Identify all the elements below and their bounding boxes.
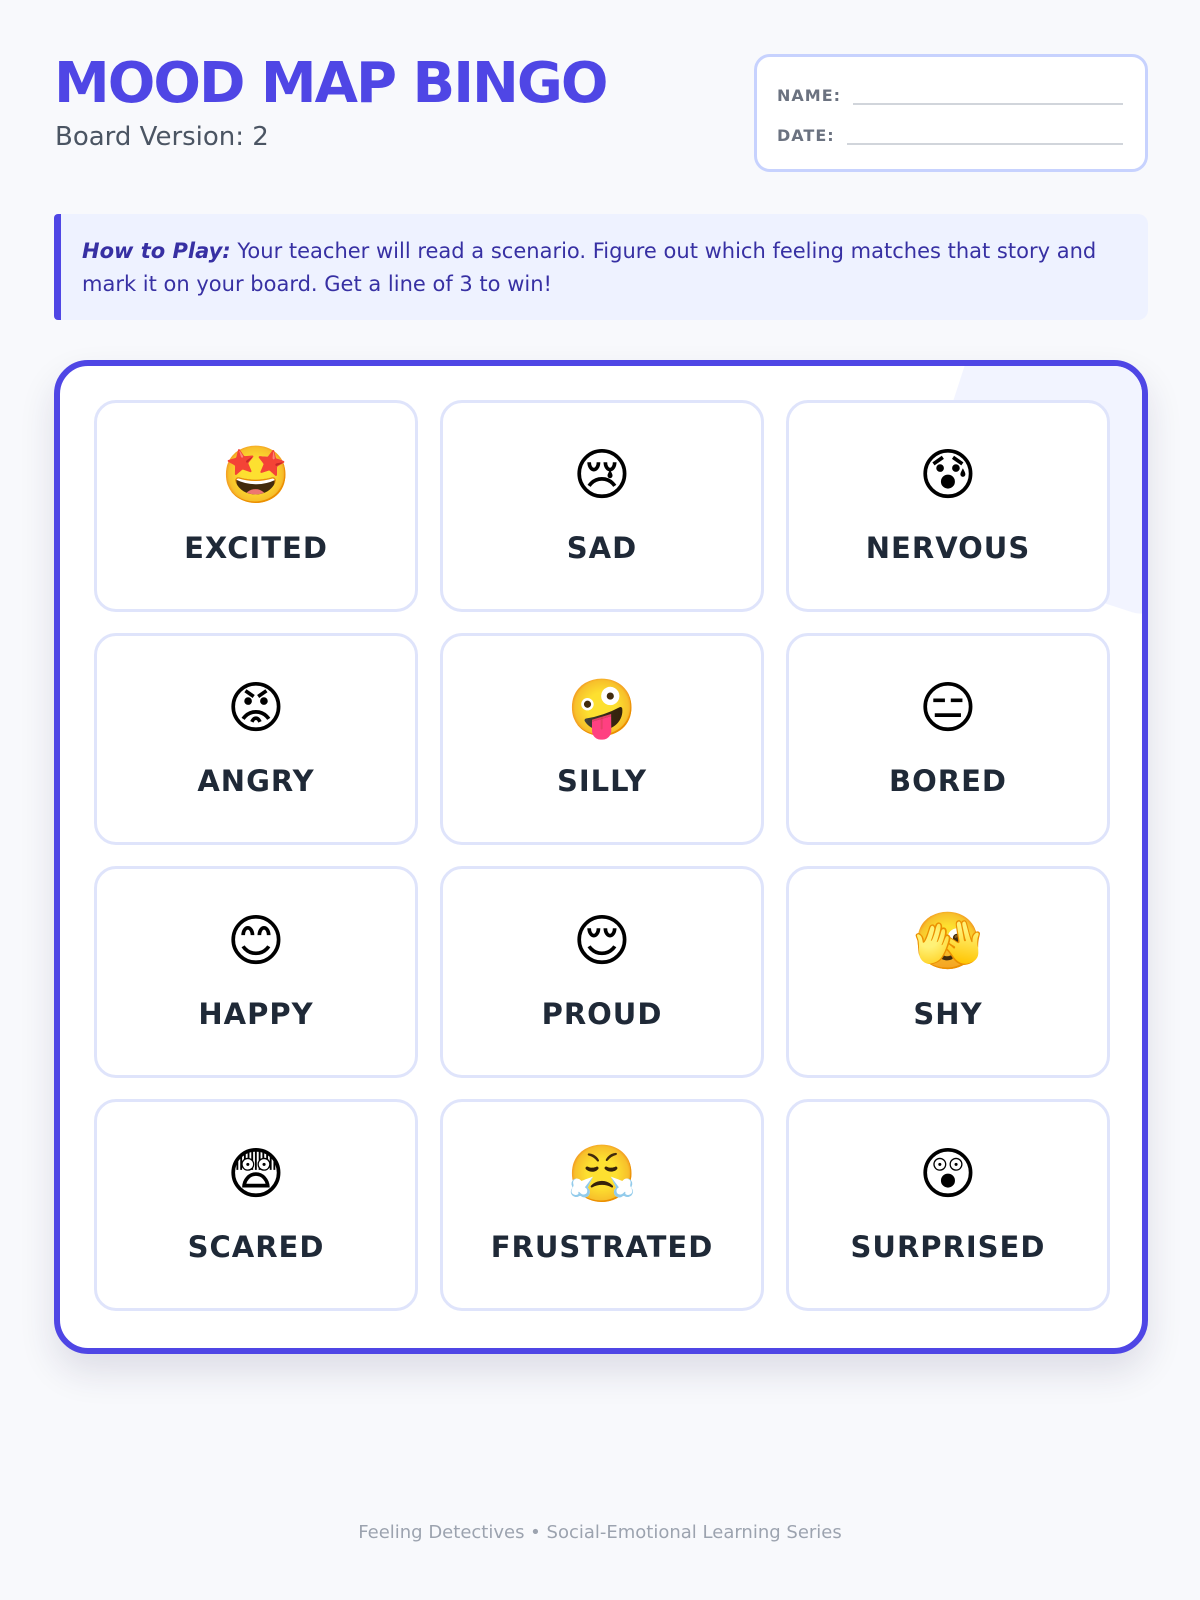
footer-credit: Feeling Detectives • Social-Emotional Learning Series <box>358 1522 842 1543</box>
bingo-cell-proud[interactable] <box>440 866 764 1078</box>
cell-label: SURPRISED <box>850 1230 1046 1264</box>
bingo-board <box>54 360 1148 1354</box>
smiling-face-icon: 😊 <box>226 909 286 974</box>
bingo-cell-silly[interactable] <box>440 633 764 845</box>
crying-face-icon: 😢 <box>572 443 632 508</box>
angry-face-icon: 😡 <box>226 676 286 741</box>
bingo-cell-scared[interactable] <box>94 1099 418 1311</box>
fearful-face-icon: 😨 <box>226 1142 286 1207</box>
bingo-cell-nervous[interactable] <box>786 400 1110 612</box>
bingo-cell-sad[interactable] <box>440 400 764 612</box>
expressionless-face-icon: 😑 <box>918 676 978 741</box>
astonished-face-icon: 😲 <box>918 1142 978 1207</box>
date-field[interactable] <box>847 117 1123 145</box>
peeking-face-icon: 🫣 <box>913 909 983 974</box>
name-label: NAME: <box>777 86 842 105</box>
bingo-cell-surprised[interactable] <box>786 1099 1110 1311</box>
date-field-row <box>777 119 1123 147</box>
how-to-play-box <box>54 214 1148 320</box>
cell-label: FRUSTRATED <box>490 1230 714 1264</box>
how-to-play-text: Your teacher will read a scenario. Figure out which feeling matches that story and mark it on your board. Get a line of 3 to win! <box>82 239 1097 296</box>
bingo-cell-angry[interactable] <box>94 633 418 845</box>
cell-label: SHY <box>913 997 983 1031</box>
cell-label: PROUD <box>541 997 663 1031</box>
anxious-sweat-face-icon: 😰 <box>918 443 978 508</box>
cell-label: SILLY <box>556 764 648 798</box>
bingo-cell-frustrated[interactable] <box>440 1099 764 1311</box>
date-label: DATE: <box>777 126 835 145</box>
cell-label: HAPPY <box>198 997 314 1031</box>
star-struck-face-icon: 🤩 <box>221 443 291 508</box>
name-date-box <box>754 54 1148 172</box>
steam-nose-face-icon: 😤 <box>567 1142 637 1207</box>
bingo-cell-excited[interactable] <box>94 400 418 612</box>
cell-label: EXCITED <box>184 531 328 565</box>
cell-label: SCARED <box>187 1230 325 1264</box>
cell-label: SAD <box>566 531 638 565</box>
how-to-play-label: How to Play: <box>82 239 231 263</box>
cell-label: BORED <box>889 764 1007 798</box>
zany-face-icon: 🤪 <box>567 676 637 741</box>
bingo-cell-shy[interactable] <box>786 866 1110 1078</box>
cell-label: NERVOUS <box>865 531 1031 565</box>
bingo-cell-happy[interactable] <box>94 866 418 1078</box>
bingo-cell-bored[interactable] <box>786 633 1110 845</box>
page-title: MOOD MAP BINGO <box>54 51 607 116</box>
bingo-grid <box>94 400 1110 1311</box>
cell-label: ANGRY <box>197 764 315 798</box>
name-field-row <box>777 79 1123 107</box>
worksheet-header <box>54 52 1148 176</box>
board-version: Board Version: 2 <box>55 122 269 152</box>
name-field[interactable] <box>853 77 1123 105</box>
relieved-face-icon: 😌 <box>572 909 632 974</box>
